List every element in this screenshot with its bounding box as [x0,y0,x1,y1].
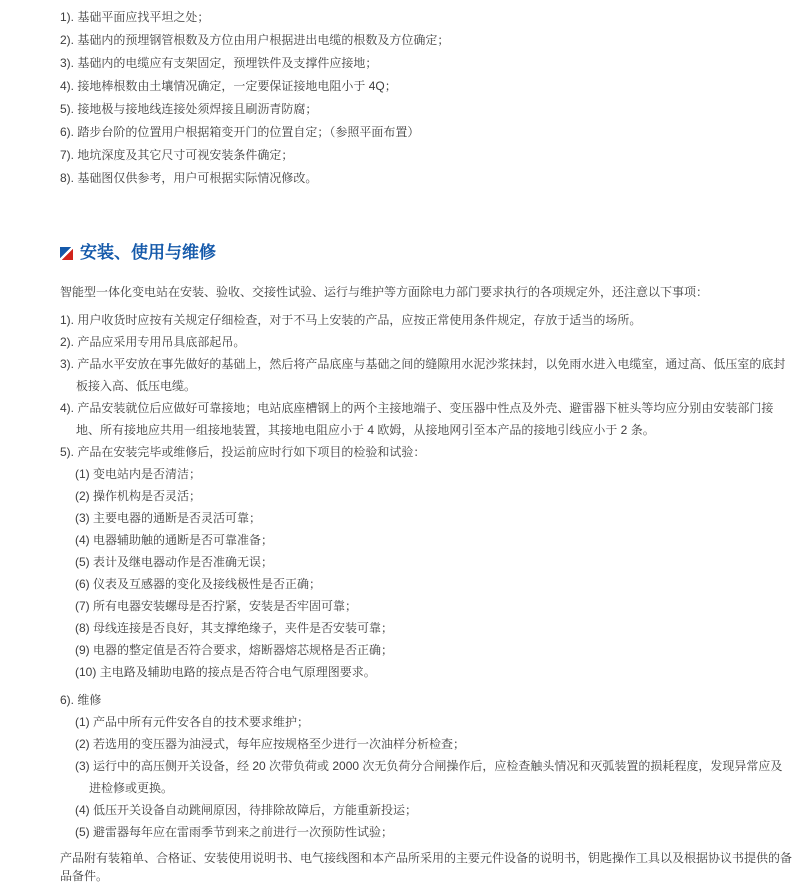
list-item [60,6,792,28]
item-number: 1). [60,313,75,327]
item-text: 产品应采用专用吊具底部起吊。 [77,335,246,349]
list-item [60,29,792,51]
item-number: (3) [75,511,90,525]
item-number: (2) [75,737,90,751]
item-text: 基础图仅供参考，用户可根据实际情况修改。 [77,171,318,185]
item-number: (2) [75,489,90,503]
item-number: 8). [60,171,75,185]
checklist-item [75,463,792,485]
item-text: 若选用的变压器为油浸式，每年应按规格至少进行一次油样分析检查； [93,737,466,751]
list-item [60,75,792,97]
item-text: 基础内的预埋钢管根数及方位由用户根据进出电缆的根数及方位确定； [77,33,450,47]
list-item [60,331,792,353]
foundation-notes-list [60,6,792,189]
item-text: 基础平面应找平坦之处； [77,10,210,24]
maintenance-item [75,821,792,843]
item-text: 接地棒根数由土壤情况确定，一定要保证接地电阻小于 4Q； [77,79,397,93]
list-item [60,121,792,143]
item-text: 母线连接是否良好，其支撑绝缘子，夹件是否安装可靠； [93,621,394,635]
item-text: 避雷器每年应在雷雨季节到来之前进行一次预防性试验； [93,825,394,839]
list-item [60,144,792,166]
checklist-item [75,639,792,661]
maintenance-heading [60,689,792,711]
item-number: (9) [75,643,90,657]
item-number: (4) [75,803,90,817]
list-item [60,353,792,397]
item-number: (7) [75,599,90,613]
item-number: (8) [75,621,90,635]
item-text: 变电站内是否清洁； [93,467,202,481]
checklist-item [75,617,792,639]
item-number: 5). [60,102,75,116]
checklist-item [75,595,792,617]
item-number: (10) [75,665,97,679]
item-text: 地坑深度及其它尺寸可视安装条件确定； [77,148,294,162]
item-number: 3). [60,56,75,70]
item-text: 仪表及互感器的变化及接线极性是否正确； [93,577,322,591]
item-text: 表计及继电器动作是否准确无误； [93,555,274,569]
item-number: (5) [75,825,90,839]
checklist-item [75,507,792,529]
list-item [60,441,792,463]
list-item [60,397,792,441]
item-number: 2). [60,335,75,349]
item-number: 6). [60,125,75,139]
item-text: 维修 [77,693,102,707]
item-number: (5) [75,555,90,569]
item-number: (1) [75,467,90,481]
checklist-item [75,573,792,595]
item-number: 5). [60,445,75,459]
item-text: 产品中所有元件安各自的技术要求维护； [93,715,310,729]
item-text: 用户收货时应按有关规定仔细检查，对于不马上安装的产品，应按正常使用条件规定，存放于适当的场所。 [77,313,642,327]
item-number: 2). [60,33,75,47]
item-text: 主电路及辅助电路的接点是否符合电气原理图要求。 [99,665,376,679]
item-text: 运行中的高压侧开关设备，经 20 次带负荷或 2000 次无负荷分合闸操作后，应检查触头情况和灭弧装置的损耗程度，发现异常应及进检修或更换。 [89,759,783,795]
checklist-item [75,485,792,507]
blue-red-diagonal-square-icon [60,247,73,260]
item-text: 低压开关设备自动跳闸原因，待排除故障后，方能重新投运； [93,803,418,817]
item-number: 4). [60,401,75,415]
item-text: 产品在安装完毕或维修后，投运前应时行如下项目的检验和试验： [77,445,426,459]
item-text: 基础内的电缆应有支架固定，预埋铁件及支撑件应接地； [77,56,378,70]
inspection-checklist [75,463,792,683]
item-number: (4) [75,533,90,547]
item-text: 产品安装就位后应做好可靠接地；电站底座槽钢上的两个主接地端子、变压器中性点及外壳、避雷器下桩头等均应分别由安装部门接地、所有接地应共用一组接地装置，其接地电阻应小于 4 欧姆，从接地网引至本产品的接地引线应小于 2 条。 [76,401,774,437]
list-item [60,52,792,74]
item-number: (3) [75,759,90,773]
item-text: 接地极与接地线连接处须焊接且刷沥青防腐； [77,102,318,116]
maintenance-item [75,799,792,821]
item-text: 产品水平安放在事先做好的基础上，然后将产品底座与基础之间的缝隙用水泥沙浆抹封，以免雨水进入电缆室，通过高、低压室的底封板接入高、低压电缆。 [76,357,786,393]
item-number: (1) [75,715,90,729]
item-text: 主要电器的通断是否灵活可靠； [93,511,262,525]
maintenance-list [75,711,792,843]
closing-paragraph: 产品附有装箱单、合格证、安装使用说明书、电气接线图和本产品所采用的主要元件设备的说明书，钥匙操作工具以及根据协议书提供的备品备件。 [60,851,793,883]
item-text: 操作机构是否灵活； [93,489,202,503]
item-number: 4). [60,79,75,93]
maintenance-item [75,733,792,755]
install-notes-list [60,309,792,843]
item-text: 电器的整定值是否符合要求，熔断器熔芯规格是否正确； [93,643,394,657]
maintenance-section [60,689,792,843]
list-item [60,98,792,120]
item-number: 7). [60,148,75,162]
item-text: 踏步台阶的位置用户根据箱变开门的位置自定；（参照平面布置） [77,125,420,139]
section-header [60,241,792,265]
item-number: (6) [75,577,90,591]
section-intro: 智能型一体化变电站在安装、验收、交接性试验、运行与维护等方面除电力部门要求执行的各项规定外，还注意以下事项： [60,285,709,299]
maintenance-item [75,711,792,733]
checklist-item [75,661,792,683]
checklist-item [75,529,792,551]
section-title: 安装、使用与维修 [80,243,216,262]
item-text: 所有电器安装螺母是否拧紧，安装是否牢固可靠； [93,599,358,613]
list-item [60,167,792,189]
item-number: 6). [60,693,75,707]
maintenance-item [75,755,792,799]
checklist-item [75,551,792,573]
item-number: 3). [60,357,75,371]
item-text: 电器辅助触的通断是否可靠准备； [93,533,274,547]
item-number: 1). [60,10,75,24]
list-item [60,309,792,331]
